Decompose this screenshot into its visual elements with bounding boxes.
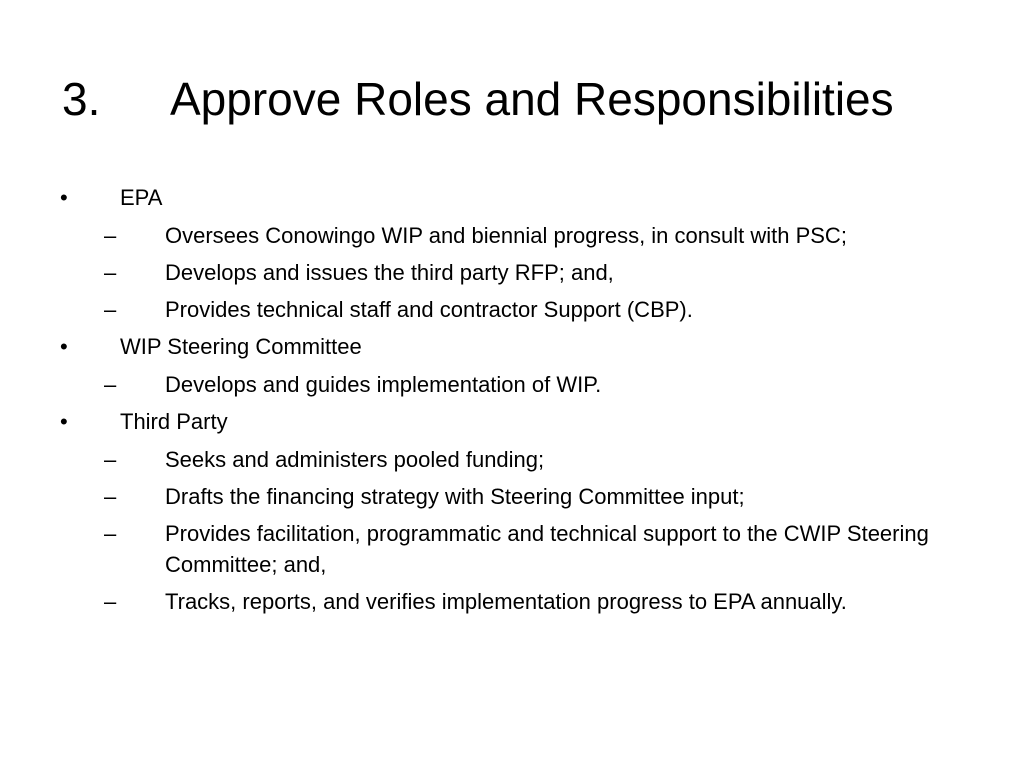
sub-bullet <box>0 444 1024 475</box>
sub-bullet <box>0 586 1024 617</box>
sub-bullet <box>0 518 1024 580</box>
bullet-marker: • <box>60 409 68 434</box>
bullet-marker: • <box>60 334 68 359</box>
dash-marker: – <box>104 297 117 322</box>
bullet-heading: Third Party <box>120 409 228 434</box>
sub-bullet <box>0 369 1024 400</box>
dash-marker: – <box>104 484 117 509</box>
dash-marker: – <box>104 372 117 397</box>
sub-bullet-text: Provides technical staff and contractor Support (CBP). <box>165 297 693 322</box>
bullet-third-party <box>0 406 1024 437</box>
dash-marker: – <box>104 223 117 248</box>
bullet-list <box>0 182 1024 623</box>
bullet-heading: WIP Steering Committee <box>120 334 362 359</box>
bullet-marker: • <box>60 185 68 210</box>
sub-bullet-text: Provides facilitation, programmatic and technical support to the CWIP Steering Committee; and, <box>165 521 929 577</box>
sub-bullet-text: Drafts the financing strategy with Steering Committee input; <box>165 484 745 509</box>
bullet-wip-steering-committee <box>0 331 1024 362</box>
dash-marker: – <box>104 521 117 546</box>
sub-bullet-text: Develops and issues the third party RFP; and, <box>165 260 614 285</box>
dash-marker: – <box>104 447 117 472</box>
slide-title <box>62 68 1002 130</box>
title-text: Approve Roles and Responsibilities <box>170 73 894 125</box>
sub-bullet-text: Seeks and administers pooled funding; <box>165 447 545 472</box>
dash-marker: – <box>104 260 117 285</box>
sub-bullet <box>0 481 1024 512</box>
title-number: 3. <box>62 73 101 125</box>
sub-bullet-text: Oversees Conowingo WIP and biennial progress, in consult with PSC; <box>165 223 847 248</box>
sub-bullet-text: Tracks, reports, and verifies implementation progress to EPA annually. <box>165 589 847 614</box>
sub-bullet-text: Develops and guides implementation of WIP. <box>165 372 602 397</box>
sub-bullet <box>0 294 1024 325</box>
bullet-heading: EPA <box>120 185 163 210</box>
bullet-epa <box>0 182 1024 213</box>
dash-marker: – <box>104 589 117 614</box>
sub-bullet <box>0 220 1024 251</box>
sub-bullet <box>0 257 1024 288</box>
